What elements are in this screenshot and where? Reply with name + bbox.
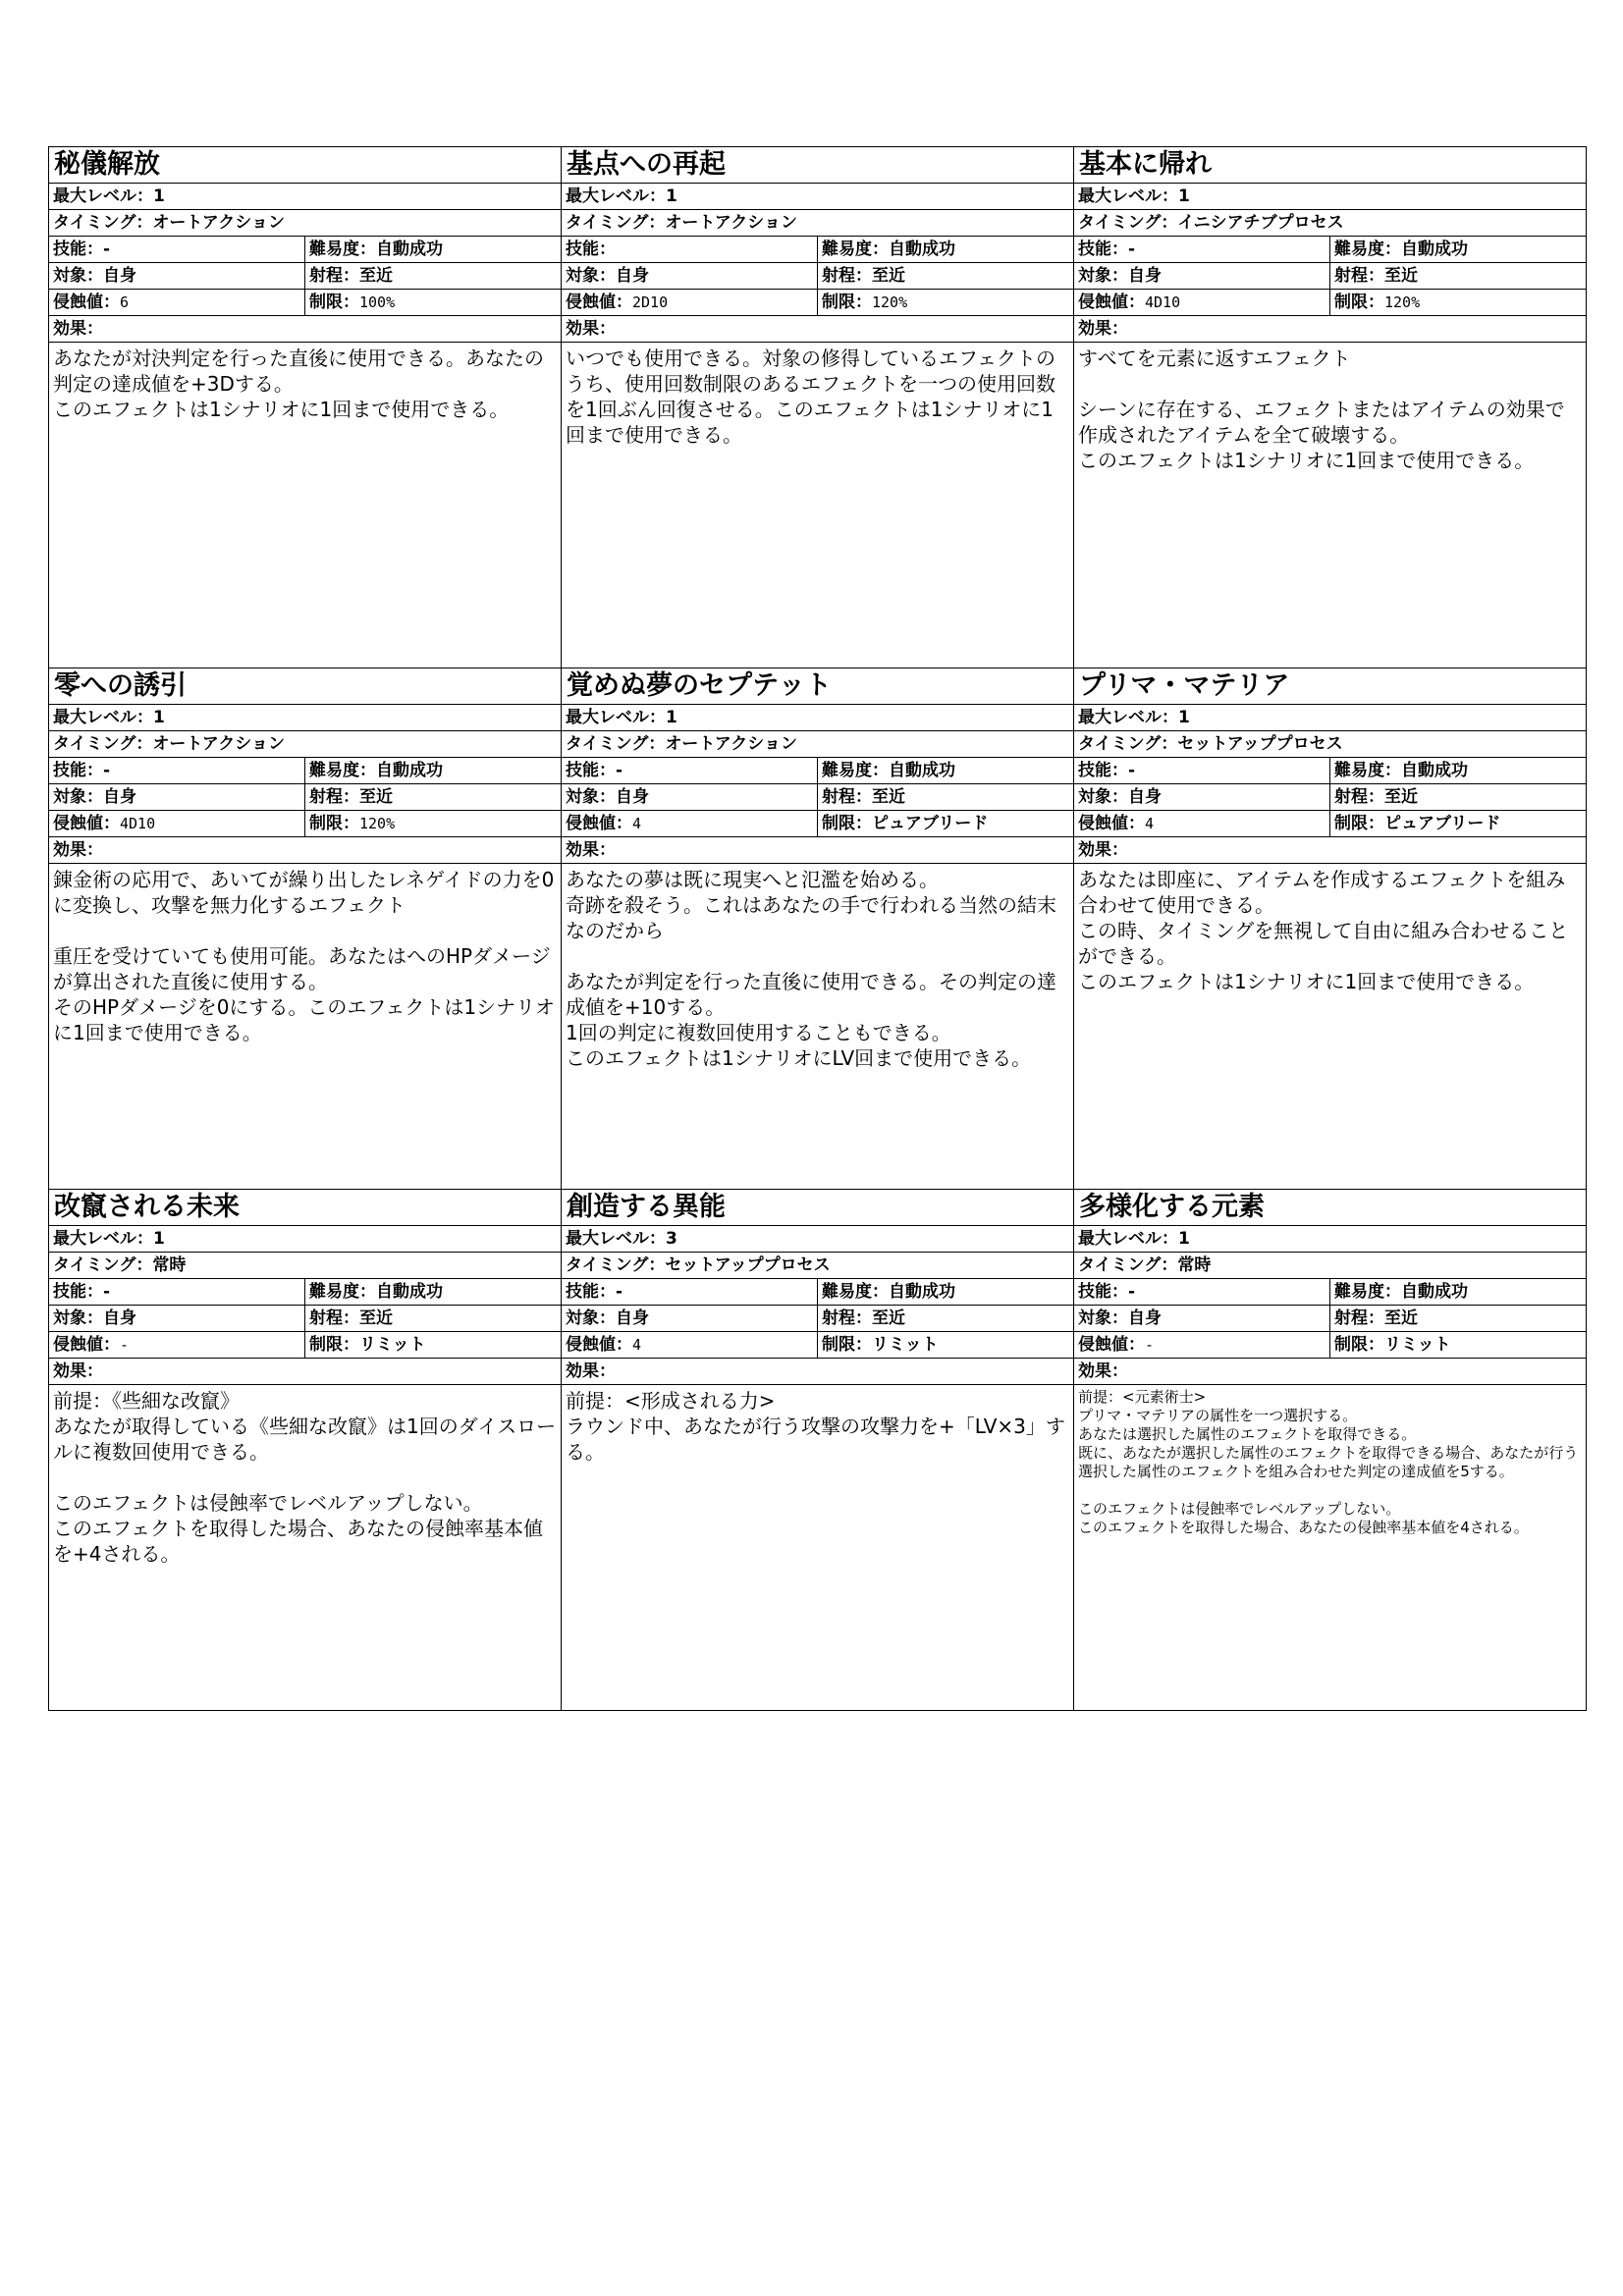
effect-card-cell — [49, 668, 562, 1190]
skill-difficulty-row — [49, 237, 561, 263]
effect-card — [562, 1190, 1073, 1710]
target: 対象：自身 — [1074, 263, 1330, 289]
target-range-row — [562, 1306, 1073, 1332]
timing: タイミング：イニシアチブプロセス — [1078, 213, 1344, 233]
effect-label: 効果： — [566, 1362, 616, 1381]
effect-label: 効果： — [53, 319, 103, 339]
erosion-value: 4 — [1145, 815, 1155, 832]
difficulty: 難易度：自動成功 — [309, 240, 443, 259]
range: 射程：至近 — [1334, 266, 1418, 286]
max-level-row — [562, 184, 1073, 210]
erosion — [562, 811, 818, 836]
skill: 技能： — [562, 237, 818, 262]
target-range-row — [49, 263, 561, 290]
target: 対象：自身 — [562, 263, 818, 289]
limit — [818, 811, 1073, 836]
effect-card-cell — [1074, 668, 1587, 1190]
limit — [1330, 1332, 1586, 1358]
timing: タイミング：セットアッププロセス — [566, 1255, 831, 1275]
card-row — [49, 147, 1587, 668]
skill-difficulty-row — [562, 237, 1073, 263]
effect-description: あなたが対決判定を行った直後に使用できる。あなたの判定の達成値を+3Dする。 このエフェクトは1シナリオに1回まで使用できる。 — [53, 347, 544, 421]
timing-row — [49, 1253, 561, 1279]
skill-difficulty-row — [562, 1279, 1073, 1306]
max-level-row — [49, 1226, 561, 1253]
erosion-label: 侵蝕値： — [1078, 1335, 1145, 1355]
effect-description: 前提：《些細な改竄》 あなたが取得している《些細な改竄》は1回のダイスロールに複数回使用できる。 このエフェクトは侵蝕率でレベルアップしない。 このエフェクトを取得した場合、あなたの侵蝕率基本値を+4される。 — [53, 1389, 557, 1566]
limit — [818, 290, 1073, 315]
limit-value: リミット — [872, 1335, 939, 1355]
target: 対象：自身 — [562, 784, 818, 810]
target-range-row — [562, 263, 1073, 290]
erosion-label: 侵蝕値： — [53, 1335, 120, 1355]
erosion-value: 4 — [632, 1336, 642, 1354]
effect-card — [1074, 1190, 1586, 1710]
effect-label: 効果： — [53, 840, 103, 860]
effect-label: 効果： — [1078, 840, 1128, 860]
erosion-limit-row — [49, 811, 561, 837]
max-level-row — [1074, 705, 1586, 731]
limit-value: リミット — [359, 1335, 426, 1355]
target: 対象：自身 — [1074, 784, 1330, 810]
limit — [305, 811, 561, 836]
range: 射程：至近 — [309, 787, 393, 807]
effect-card — [49, 1190, 561, 1710]
limit — [818, 1332, 1073, 1358]
effect-card — [49, 147, 561, 667]
timing-row — [562, 210, 1073, 237]
effect-card — [562, 147, 1073, 667]
skill: 技能：- — [1074, 758, 1330, 783]
erosion — [562, 290, 818, 315]
effect-card-cell — [1074, 147, 1587, 668]
effect-description: 前提：<形成される力> ラウンド中、あなたが行う攻撃の攻撃力を+「LV×3」する。 — [566, 1389, 1065, 1464]
target: 対象：自身 — [49, 784, 305, 810]
skill: 技能：- — [1074, 1279, 1330, 1305]
card-title: 基点への再起 — [562, 147, 1073, 184]
range: 射程：至近 — [309, 1308, 393, 1328]
skill: 技能：- — [49, 1279, 305, 1305]
card-title: 創造する異能 — [562, 1190, 1073, 1226]
effect-label-row — [49, 316, 561, 343]
erosion — [1074, 811, 1330, 836]
skill-difficulty-row — [49, 758, 561, 784]
effect-card — [49, 668, 561, 1189]
erosion-limit-row — [1074, 811, 1586, 837]
timing: タイミング：オートアクション — [53, 213, 285, 233]
erosion-value: - — [120, 1336, 130, 1354]
difficulty: 難易度：自動成功 — [1334, 240, 1468, 259]
max-level: 最大レベル：1 — [53, 187, 165, 206]
effect-card-cell — [562, 147, 1074, 668]
erosion-label: 侵蝕値： — [1078, 814, 1145, 833]
timing: タイミング：オートアクション — [53, 734, 285, 754]
card-title: 多様化する元素 — [1074, 1190, 1586, 1226]
card-title: 秘儀解放 — [49, 147, 561, 184]
range: 射程：至近 — [822, 1308, 905, 1328]
effect-label: 効果： — [566, 840, 616, 860]
timing-row — [1074, 210, 1586, 237]
erosion-limit-row — [1074, 1332, 1586, 1359]
limit-label: 制限： — [822, 293, 872, 312]
erosion — [1074, 1332, 1330, 1358]
card-title: 改竄される未来 — [49, 1190, 561, 1226]
timing: タイミング：オートアクション — [566, 213, 797, 233]
max-level-row — [1074, 1226, 1586, 1253]
effect-card — [562, 668, 1073, 1189]
effect-label-row — [49, 1359, 561, 1385]
max-level: 最大レベル：3 — [566, 1229, 677, 1249]
effect-card-cell — [1074, 1190, 1587, 1711]
limit-label: 制限： — [822, 814, 872, 833]
limit-label: 制限： — [309, 1335, 359, 1355]
erosion-label: 侵蝕値： — [566, 293, 632, 312]
effect-description: あなたの夢は既に現実へと氾濫を始める。 奇跡を殺そう。これはあなたの手で行われる当然の結末なのだから あなたが判定を行った直後に使用できる。その判定の達成値を+10する。 1回の判定に複数回使用することもできる。 このエフェクトは1シナリオにLV回まで使用できる。 — [566, 868, 1056, 1070]
target: 対象：自身 — [1074, 1306, 1330, 1331]
max-level: 最大レベル：1 — [1078, 187, 1190, 206]
limit — [1330, 811, 1586, 836]
target-range-row — [49, 784, 561, 811]
effect-description: 前提：<元素術士> プリマ・マテリアの属性を一つ選択する。 あなたは選択した属性のエフェクトを取得できる。 既に、あなたが選択した属性のエフェクトを取得できる場合、あなたが行う選択した属性のエフェクトを組み合わせた判定の達成値を5する。 このエフェクトは侵蝕率でレベルアップしない。 このエフェクトを取得した場合、あなたの侵蝕率基本値を4される。 — [1078, 1388, 1579, 1536]
erosion-value: 4D10 — [120, 815, 156, 832]
skill-difficulty-row — [1074, 1279, 1586, 1306]
range: 射程：至近 — [1334, 1308, 1418, 1328]
card-title: プリマ・マテリア — [1074, 668, 1586, 705]
effect-card-cell — [49, 147, 562, 668]
limit-label: 制限： — [1334, 1335, 1384, 1355]
range: 射程：至近 — [822, 266, 905, 286]
skill: 技能：- — [1074, 237, 1330, 262]
max-level-row — [1074, 184, 1586, 210]
max-level-row — [562, 705, 1073, 731]
effect-label-row — [1074, 837, 1586, 864]
limit-label: 制限： — [309, 814, 359, 833]
target-range-row — [1074, 784, 1586, 811]
erosion-label: 侵蝕値： — [1078, 293, 1145, 312]
limit-value: 120% — [1384, 294, 1421, 311]
erosion-limit-row — [49, 290, 561, 316]
max-level: 最大レベル：1 — [1078, 708, 1190, 727]
effect-label-row — [1074, 1359, 1586, 1385]
effect-label: 効果： — [53, 1362, 103, 1381]
skill: 技能：- — [562, 758, 818, 783]
erosion-label: 侵蝕値： — [566, 814, 632, 833]
limit-label: 制限： — [309, 293, 359, 312]
timing-row — [49, 210, 561, 237]
erosion-label: 侵蝕値： — [53, 293, 120, 312]
target-range-row — [49, 1306, 561, 1332]
erosion-limit-row — [562, 1332, 1073, 1359]
timing: タイミング：オートアクション — [566, 734, 797, 754]
effect-label-row — [562, 837, 1073, 864]
limit-label: 制限： — [1334, 814, 1384, 833]
erosion-limit-row — [49, 1332, 561, 1359]
limit-value: 120% — [872, 294, 908, 311]
limit-value: 100% — [359, 294, 396, 311]
effect-label: 効果： — [566, 319, 616, 339]
difficulty: 難易度：自動成功 — [309, 1282, 443, 1302]
timing: タイミング：常時 — [1078, 1255, 1212, 1275]
effect-card-cell — [562, 668, 1074, 1190]
effect-label-row — [1074, 316, 1586, 343]
limit-value: ピュアブリード — [1384, 814, 1501, 833]
max-level: 最大レベル：1 — [53, 1229, 165, 1249]
max-level: 最大レベル：1 — [1078, 1229, 1190, 1249]
effect-label: 効果： — [1078, 1362, 1128, 1381]
erosion-label: 侵蝕値： — [53, 814, 120, 833]
erosion-value: 4D10 — [1145, 294, 1181, 311]
max-level-row — [49, 705, 561, 731]
erosion — [49, 811, 305, 836]
erosion — [1074, 290, 1330, 315]
erosion-value: 2D10 — [632, 294, 669, 311]
effect-label: 効果： — [1078, 319, 1128, 339]
effect-description: 錬金術の応用で、あいてが繰り出したレネゲイドの力を0に変換し、攻撃を無力化するエフェクト 重圧を受けていても使用可能。あなたはへのHPダメージが算出された直後に使用する。 そのHPダメージを0にする。このエフェクトは1シナリオに1回まで使用できる。 — [53, 868, 555, 1044]
skill-difficulty-row — [49, 1279, 561, 1306]
target: 対象：自身 — [49, 1306, 305, 1331]
limit-label: 制限： — [1334, 293, 1384, 312]
difficulty: 難易度：自動成功 — [822, 1282, 955, 1302]
target-range-row — [562, 784, 1073, 811]
effect-card-cell — [49, 1190, 562, 1711]
timing-row — [49, 731, 561, 758]
max-level-row — [562, 1226, 1073, 1253]
limit — [305, 290, 561, 315]
card-row — [49, 1190, 1587, 1711]
limit-value: ピュアブリード — [872, 814, 989, 833]
skill: 技能：- — [49, 758, 305, 783]
max-level: 最大レベル：1 — [53, 708, 165, 727]
effect-card — [1074, 668, 1586, 1189]
erosion-value: 4 — [632, 815, 642, 832]
difficulty: 難易度：自動成功 — [1334, 1282, 1468, 1302]
erosion — [49, 1332, 305, 1358]
erosion — [562, 1332, 818, 1358]
skill: 技能：- — [49, 237, 305, 262]
target-range-row — [1074, 1306, 1586, 1332]
erosion — [49, 290, 305, 315]
target: 対象：自身 — [562, 1306, 818, 1331]
effect-card-sheet — [48, 146, 1587, 1711]
limit — [1330, 290, 1586, 315]
erosion-limit-row — [562, 811, 1073, 837]
target-range-row — [1074, 263, 1586, 290]
effect-description: いつでも使用できる。対象の修得しているエフェクトのうち、使用回数制限のあるエフェクトを一つの使用回数を1回ぶん回復させる。このエフェクトは1シナリオに1回まで使用できる。 — [566, 347, 1055, 447]
max-level: 最大レベル：1 — [566, 187, 677, 206]
effect-label-row — [49, 837, 561, 864]
limit — [305, 1332, 561, 1358]
limit-label: 制限： — [822, 1335, 872, 1355]
difficulty: 難易度：自動成功 — [309, 761, 443, 780]
erosion-limit-row — [562, 290, 1073, 316]
effect-card — [1074, 147, 1586, 667]
effect-label-row — [562, 1359, 1073, 1385]
range: 射程：至近 — [822, 787, 905, 807]
difficulty: 難易度：自動成功 — [822, 761, 955, 780]
range: 射程：至近 — [309, 266, 393, 286]
difficulty: 難易度：自動成功 — [1334, 761, 1468, 780]
erosion-limit-row — [1074, 290, 1586, 316]
skill: 技能：- — [562, 1279, 818, 1305]
range: 射程：至近 — [1334, 787, 1418, 807]
card-title: 覚めぬ夢のセプテット — [562, 668, 1073, 705]
difficulty: 難易度：自動成功 — [822, 240, 955, 259]
effect-card-cell — [562, 1190, 1074, 1711]
limit-value: リミット — [1384, 1335, 1451, 1355]
skill-difficulty-row — [1074, 237, 1586, 263]
effect-description: あなたは即座に、アイテムを作成するエフェクトを組み合わせて使用できる。 この時、タイミングを無視して自由に組み合わせることができる。 このエフェクトは1シナリオに1回まで使用できる。 — [1078, 868, 1569, 993]
card-title: 零への誘引 — [49, 668, 561, 705]
timing-row — [562, 731, 1073, 758]
limit-value: 120% — [359, 815, 396, 832]
skill-difficulty-row — [562, 758, 1073, 784]
skill-difficulty-row — [1074, 758, 1586, 784]
card-row — [49, 668, 1587, 1190]
erosion-value: 6 — [120, 294, 130, 311]
card-title: 基本に帰れ — [1074, 147, 1586, 184]
timing-row — [1074, 731, 1586, 758]
max-level: 最大レベル：1 — [566, 708, 677, 727]
max-level-row — [49, 184, 561, 210]
timing-row — [562, 1253, 1073, 1279]
timing: タイミング：セットアッププロセス — [1078, 734, 1343, 754]
effect-label-row — [562, 316, 1073, 343]
erosion-value: - — [1145, 1336, 1155, 1354]
timing: タイミング：常時 — [53, 1255, 187, 1275]
target: 対象：自身 — [49, 263, 305, 289]
effect-description: すべてを元素に返すエフェクト シーンに存在する、エフェクトまたはアイテムの効果で作成されたアイテムを全て破壊する。 このエフェクトは1シナリオに1回まで使用できる。 — [1078, 347, 1565, 472]
erosion-label: 侵蝕値： — [566, 1335, 632, 1355]
timing-row — [1074, 1253, 1586, 1279]
